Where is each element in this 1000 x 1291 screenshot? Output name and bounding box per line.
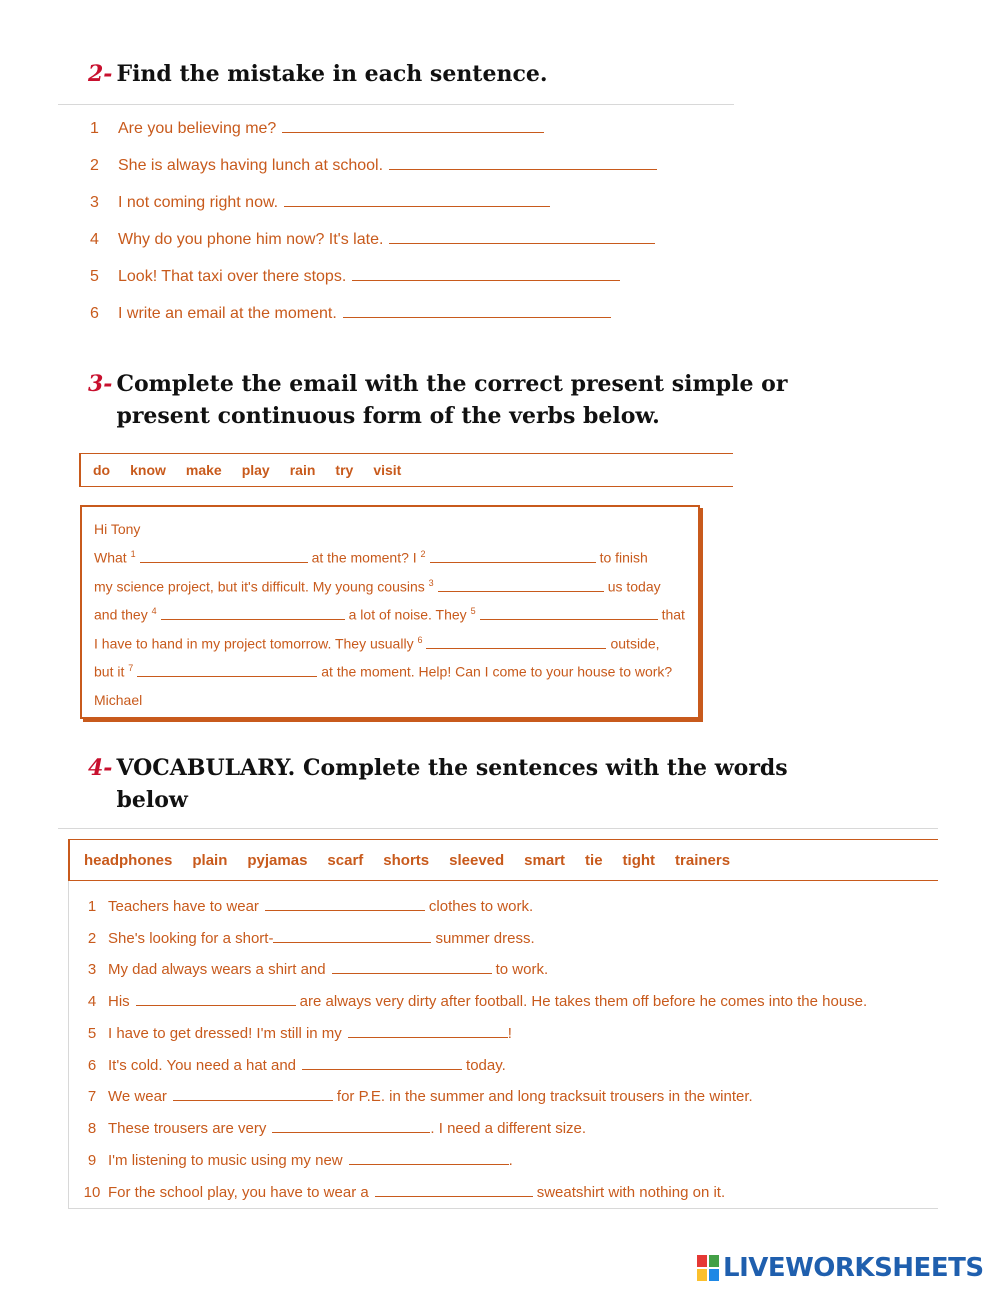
word-chip: pyjamas bbox=[247, 851, 308, 869]
section-3-title bbox=[88, 368, 787, 432]
answer-blank[interactable] bbox=[438, 579, 604, 592]
section-4-title bbox=[88, 752, 788, 816]
section-number: 3- bbox=[88, 371, 113, 397]
answer-blank[interactable] bbox=[480, 607, 658, 620]
section-number: 2- bbox=[88, 61, 113, 87]
email-greeting: Hi Tony bbox=[94, 521, 141, 537]
list-item: 10 For the school play, you have to wear a sweatshirt with nothing on it. bbox=[83, 1184, 726, 1201]
logo-text: LIVEWORKSHEETS bbox=[723, 1253, 984, 1283]
answer-blank[interactable] bbox=[265, 896, 425, 911]
sentence-text: Are you believing me? bbox=[118, 120, 277, 137]
list-item: 8 These trousers are very . I need a different size. bbox=[87, 1120, 587, 1137]
list-item: 4 Why do you phone him now? It's late. bbox=[90, 229, 655, 249]
list-item: 2 She is always having lunch at school. bbox=[90, 155, 657, 175]
answer-blank[interactable] bbox=[137, 664, 317, 677]
list-item: 7 We wear for P.E. in the summer and long tracksuit trousers in the winter. bbox=[87, 1088, 753, 1105]
list-item: 3 My dad always wears a shirt and to work. bbox=[87, 961, 549, 978]
word-chip: sleeved bbox=[449, 851, 505, 869]
email-line: my science project, but it's difficult. My young cousins $^3$ us today bbox=[94, 578, 661, 595]
list-item: 1 Teachers have to wear clothes to work. bbox=[87, 898, 534, 915]
word-chip: scarf bbox=[327, 851, 364, 869]
answer-blank[interactable] bbox=[389, 155, 657, 170]
answer-blank[interactable] bbox=[273, 928, 431, 943]
answer-blank[interactable] bbox=[430, 550, 596, 563]
email-line: What $^1$ at the moment? I $^2$ to finish bbox=[94, 549, 648, 566]
email-line: but it $^7$ at the moment. Help! Can I come to your house to work? bbox=[94, 663, 673, 680]
answer-blank[interactable] bbox=[349, 1150, 509, 1165]
answer-blank[interactable] bbox=[426, 636, 606, 649]
left-rule bbox=[68, 881, 69, 1208]
list-item: 4 His are always very dirty after football. He takes them off before he comes into the house. bbox=[87, 993, 868, 1010]
list-item: 2 She's looking for a short- summer dress. bbox=[87, 930, 535, 947]
word-chip: headphones bbox=[84, 851, 173, 869]
verb-word-box bbox=[79, 453, 733, 487]
list-item: 6 It's cold. You need a hat and today. bbox=[87, 1057, 506, 1074]
answer-blank[interactable] bbox=[284, 192, 550, 207]
answer-blank[interactable] bbox=[136, 991, 296, 1006]
list-item: 5 I have to get dressed! I'm still in my ! bbox=[87, 1025, 512, 1042]
word-chip: try bbox=[335, 462, 354, 478]
answer-blank[interactable] bbox=[352, 266, 620, 281]
answer-blank[interactable] bbox=[343, 303, 611, 318]
email-signature: Michael bbox=[94, 692, 143, 708]
answer-blank[interactable] bbox=[389, 229, 655, 244]
answer-blank[interactable] bbox=[161, 607, 345, 620]
answer-blank[interactable] bbox=[173, 1086, 333, 1101]
sentence-text: I write an email at the moment. bbox=[118, 305, 337, 322]
word-chip: trainers bbox=[675, 851, 731, 869]
section-number: 4- bbox=[88, 755, 113, 781]
answer-blank[interactable] bbox=[272, 1118, 430, 1133]
answer-blank[interactable] bbox=[140, 550, 308, 563]
word-chip: plain bbox=[192, 851, 228, 869]
divider bbox=[58, 828, 938, 829]
list-item: 6 I write an email at the moment. bbox=[90, 303, 611, 323]
email-line: I have to hand in my project tomorrow. They usually $^6$ outside, bbox=[94, 635, 660, 652]
list-item: 1 Are you believing me? bbox=[90, 118, 544, 138]
word-chip: play bbox=[241, 462, 270, 478]
liveworksheets-logo bbox=[697, 1253, 984, 1283]
sentence-text: She is always having lunch at school. bbox=[118, 157, 384, 174]
answer-blank[interactable] bbox=[332, 959, 492, 974]
answer-blank[interactable] bbox=[348, 1023, 508, 1038]
section-title-text: Find the mistake in each sentence. bbox=[116, 61, 548, 87]
sentence-text: I not coming right now. bbox=[118, 194, 279, 211]
answer-blank[interactable] bbox=[302, 1055, 462, 1070]
answer-blank[interactable] bbox=[375, 1182, 533, 1197]
section-title-text: Complete the email with the correct present simple or present continuous form of the verbs below. bbox=[116, 371, 788, 429]
email-line: and they $^4$ a lot of noise. They $^5$ that bbox=[94, 606, 685, 623]
answer-blank[interactable] bbox=[282, 118, 544, 133]
word-chip: rain bbox=[289, 462, 316, 478]
divider bbox=[58, 104, 734, 105]
list-item: 9 I'm listening to music using my new . bbox=[87, 1152, 513, 1169]
divider bbox=[68, 1208, 938, 1209]
word-chip: visit bbox=[373, 462, 402, 478]
section-title-text: VOCABULARY. Complete the sentences with the words below bbox=[116, 755, 788, 813]
section-2-title bbox=[88, 58, 548, 90]
email-box bbox=[80, 505, 700, 719]
word-chip: make bbox=[185, 462, 222, 478]
sentence-text: Look! That taxi over there stops. bbox=[118, 268, 347, 285]
word-chip: know bbox=[130, 462, 166, 478]
word-chip: tight bbox=[622, 851, 656, 869]
sentence-text: Why do you phone him now? It's late. bbox=[118, 231, 384, 248]
list-item: 5 Look! That taxi over there stops. bbox=[90, 266, 620, 286]
list-item: 3 I not coming right now. bbox=[90, 192, 550, 212]
vocabulary-word-box bbox=[68, 839, 938, 881]
word-chip: do bbox=[93, 462, 111, 478]
word-chip: smart bbox=[524, 851, 566, 869]
word-chip: tie bbox=[585, 851, 603, 869]
liveworksheets-logo-icon bbox=[697, 1255, 719, 1281]
word-chip: shorts bbox=[383, 851, 430, 869]
